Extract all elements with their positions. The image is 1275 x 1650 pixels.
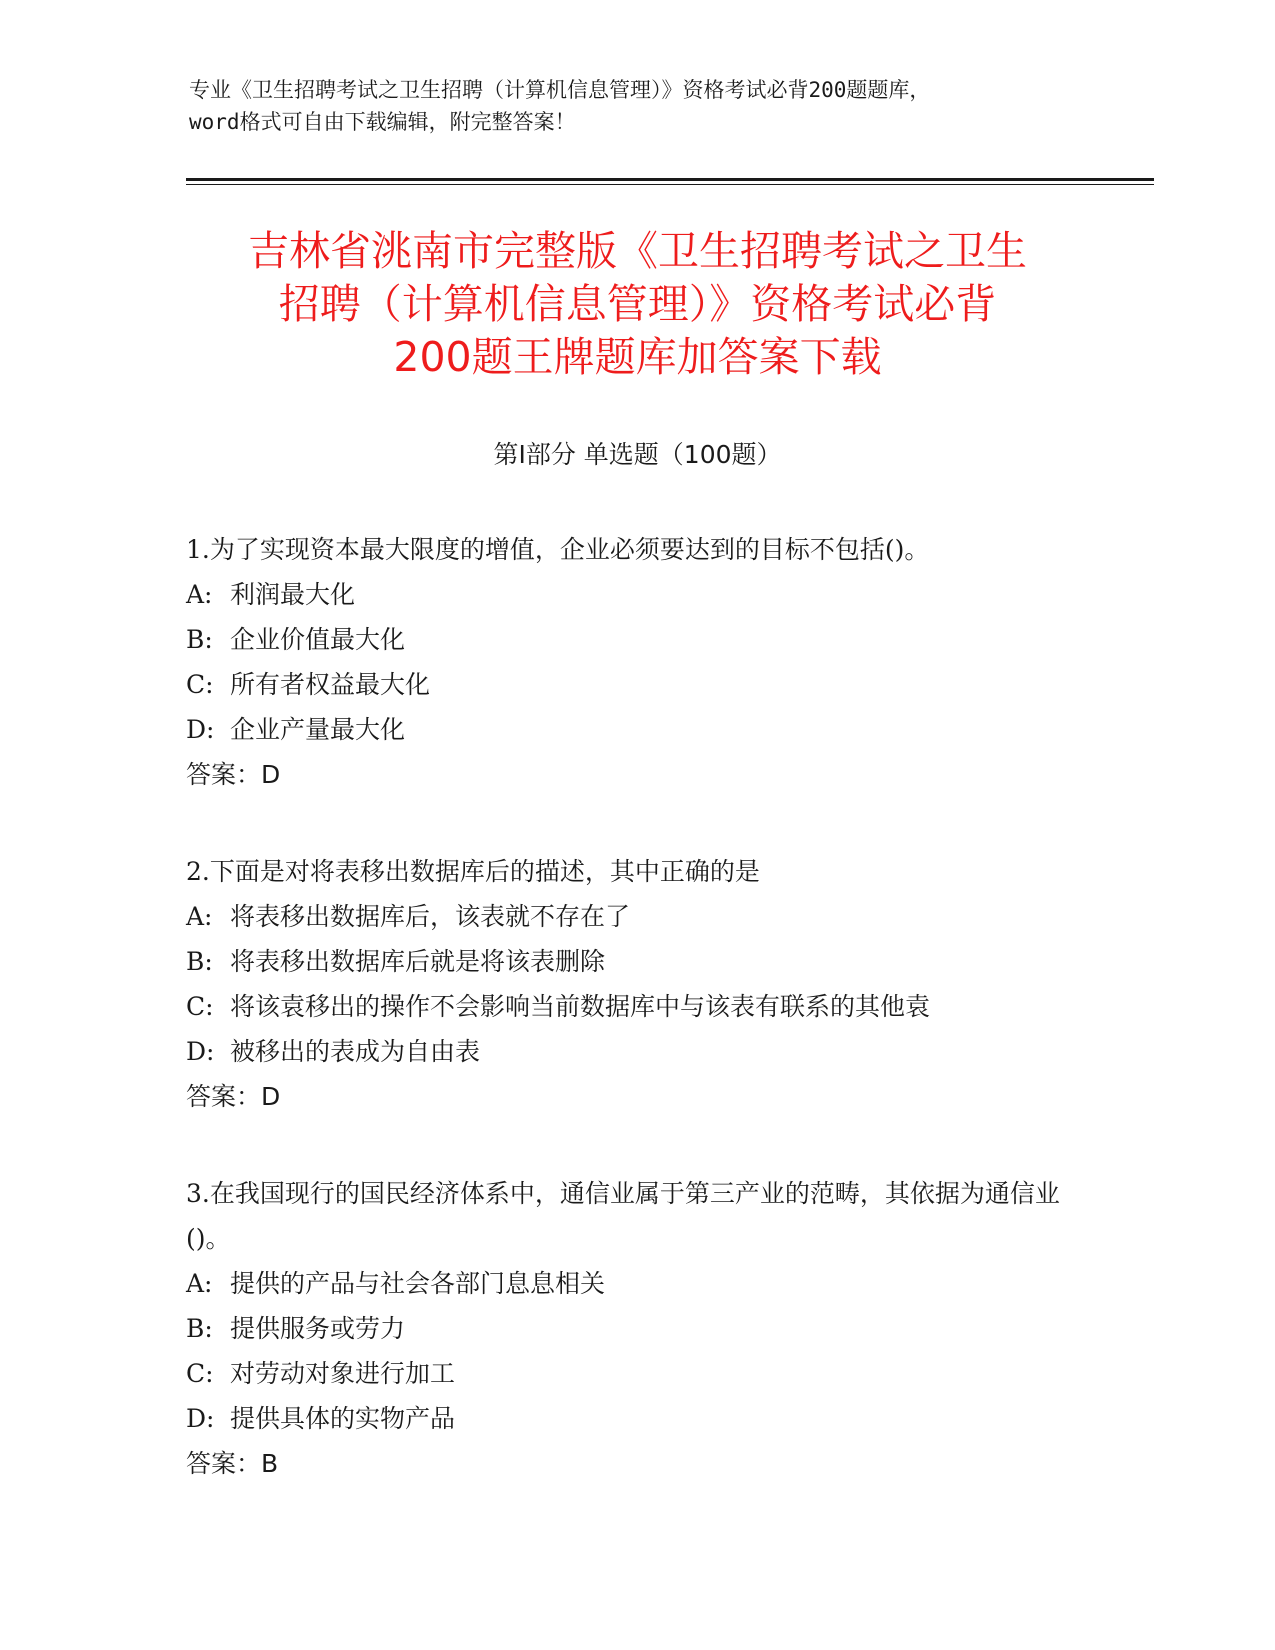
option-key: B:	[186, 1314, 213, 1343]
header-divider-thin	[186, 184, 1154, 185]
header-note	[189, 74, 1089, 138]
option-key: A:	[186, 902, 213, 931]
option-text: 所有者权益最大化	[230, 670, 431, 699]
option-c	[186, 662, 1086, 707]
option-text: 提供的产品与社会各部门息息相关	[230, 1269, 606, 1298]
option-key: D:	[186, 1404, 215, 1433]
option-key: A:	[186, 580, 213, 609]
option-key: A:	[186, 1269, 213, 1298]
header-note-line-2: word格式可自由下载编辑，附完整答案！	[189, 110, 576, 134]
option-key: B:	[186, 947, 213, 976]
document-title	[160, 225, 1115, 384]
document-title-line-2: 招聘（计算机信息管理）》资格考试必背	[278, 280, 997, 328]
option-a	[186, 1261, 1086, 1306]
option-b	[186, 1306, 1086, 1351]
option-key: B:	[186, 625, 213, 654]
answer-line: 答案：B	[186, 1449, 279, 1478]
option-key: C:	[186, 670, 214, 699]
option-text: 利润最大化	[230, 580, 356, 609]
question-stem: 1.为了实现资本最大限度的增值，企业必须要达到的目标不包括()。	[186, 535, 930, 564]
option-b	[186, 939, 1086, 984]
option-key: D:	[186, 1037, 215, 1066]
option-key: C:	[186, 1359, 214, 1388]
option-text: 将表移出数据库后，该表就不存在了	[230, 902, 631, 931]
option-text: 对劳动对象进行加工	[230, 1359, 456, 1388]
option-d	[186, 707, 1086, 752]
header-divider-thick	[186, 178, 1154, 181]
option-key: C:	[186, 992, 214, 1021]
option-text: 将表移出数据库后就是将该表删除	[230, 947, 606, 976]
option-d	[186, 1396, 1086, 1441]
answer-line: 答案：D	[186, 760, 281, 789]
option-text: 企业产量最大化	[230, 715, 406, 744]
option-c	[186, 984, 1086, 1029]
option-key: D:	[186, 715, 215, 744]
question-2	[186, 849, 1086, 1119]
section-heading: 第Ⅰ部分 单选题（100题）	[493, 440, 782, 469]
option-b	[186, 617, 1086, 662]
option-text: 提供具体的实物产品	[230, 1404, 456, 1433]
header-note-line-1: 专业《卫生招聘考试之卫生招聘（计算机信息管理）》资格考试必背200题题库，	[189, 78, 931, 102]
answer-line: 答案：D	[186, 1082, 281, 1111]
option-d	[186, 1029, 1086, 1074]
document-title-line-1: 吉林省洮南市完整版《卫生招聘考试之卫生	[248, 227, 1027, 275]
option-text: 被移出的表成为自由表	[230, 1037, 481, 1066]
option-text: 企业价值最大化	[230, 625, 406, 654]
question-stem: 2.下面是对将表移出数据库后的描述，其中正确的是	[186, 857, 760, 886]
option-a	[186, 894, 1086, 939]
question-3	[186, 1171, 1086, 1486]
option-text: 将该袁移出的操作不会影响当前数据库中与该表有联系的其他袁	[230, 992, 931, 1021]
question-1	[186, 527, 1086, 797]
document-title-line-3: 200题王牌题库加答案下载	[393, 333, 882, 381]
question-list	[186, 527, 1086, 1538]
option-text: 提供服务或劳力	[230, 1314, 406, 1343]
question-stem: 3.在我国现行的国民经济体系中，通信业属于第三产业的范畴，其依据为通信业()。	[186, 1179, 1060, 1253]
option-a	[186, 572, 1086, 617]
option-c	[186, 1351, 1086, 1396]
